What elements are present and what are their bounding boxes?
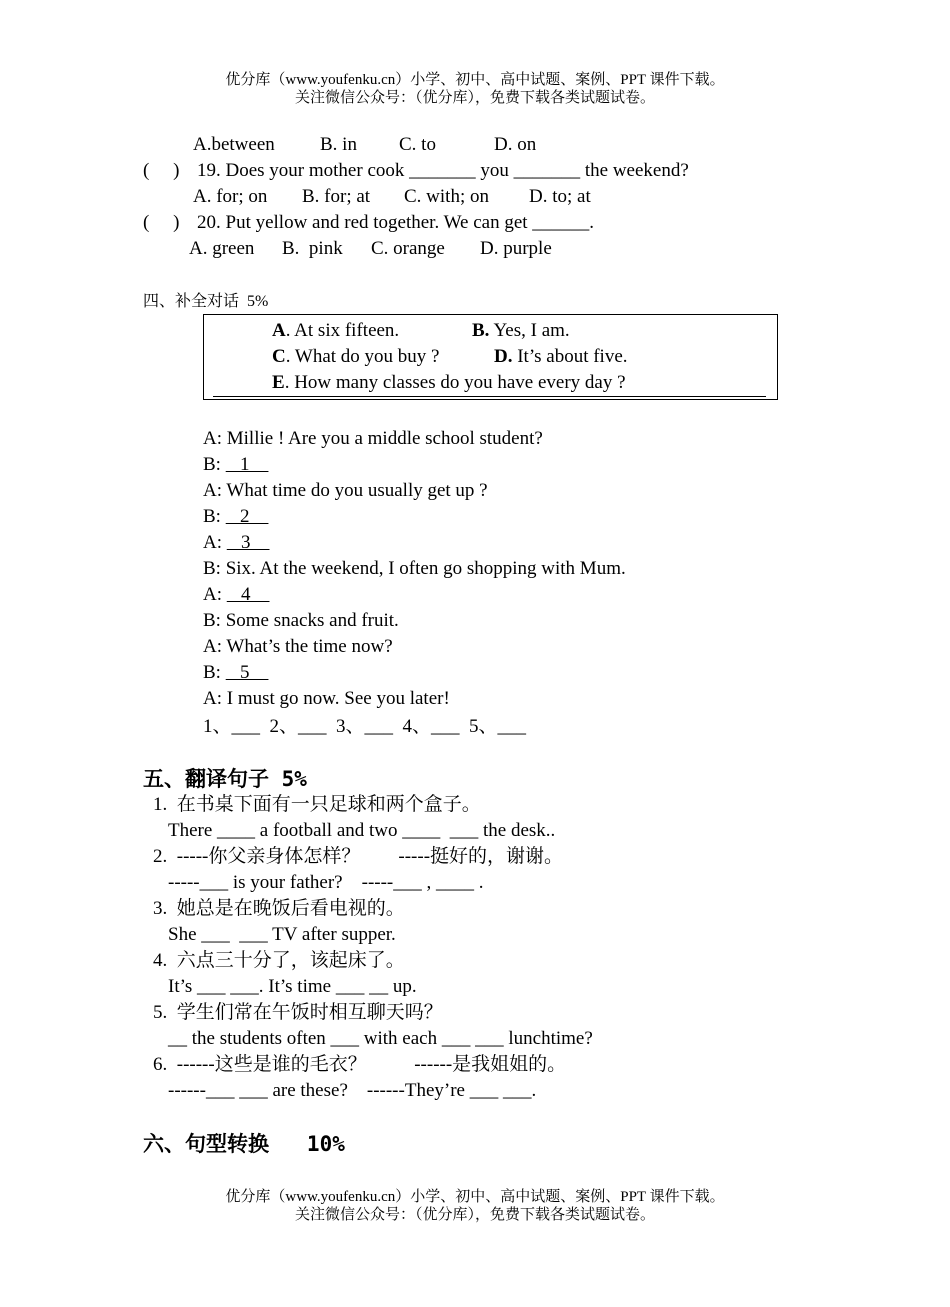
dialogue-speaker: A: [203, 636, 227, 657]
dialogue-line [203, 688, 450, 710]
dialogue-blank: 5 [225, 662, 269, 683]
translation-item-en: ------___ ___ are these? ------They’re ___ ___. [168, 1080, 537, 1101]
option-e-text: . How many classes do you have every day ? [284, 372, 626, 393]
translation-item-en: It’s ___ ___. It’s time ___ __ up. [168, 976, 417, 997]
q19-option-d: D. to; at [529, 186, 591, 207]
q18-option-b: B. in [320, 134, 357, 155]
dialogue-speaker: B: [203, 454, 226, 475]
dialogue-line [203, 662, 268, 684]
q19-option-a: A. for; on [193, 186, 268, 207]
options-box-inner-top-rule [213, 314, 766, 315]
option-c [272, 346, 439, 368]
option-a [272, 320, 399, 342]
q18-option-c: C. to [399, 134, 436, 155]
option-c-text: . What do you buy ? [285, 346, 440, 367]
option-a-key: A [272, 320, 286, 341]
q18-option-d: D. on [494, 134, 537, 155]
q19-option-c: C. with; on [404, 186, 489, 207]
header-line-1: 优分库（www.youfenku.cn）小学、初中、高中试题、案例、PPT 课件下载。 [225, 72, 725, 88]
translation-item-cn: 5. 学生们常在午饭时相互聊天吗？ [153, 1002, 443, 1023]
q20-option-b: B. pink [282, 238, 343, 259]
translation-item-cn: 4. 六点三十分了，该起床了。 [153, 950, 405, 971]
dialogue-speaker: B: [203, 610, 226, 631]
dialogue-line [203, 584, 270, 606]
q18-option-a: A.between [193, 134, 275, 155]
dialogue-text: Millie ! Are you a middle school student? [226, 428, 543, 449]
dialogue-speaker: B: [203, 558, 226, 579]
dialogue-speaker: A: [203, 584, 227, 605]
answer-blanks: 1、___ 2、___ 3、___ 4、___ 5、___ [203, 716, 527, 737]
q19-answer-paren: ( ) [143, 160, 180, 181]
q20-option-c: C. orange [371, 238, 445, 259]
dialogue-speaker: A: [203, 480, 227, 501]
section-4-title: 四、补全对话 5% [143, 293, 269, 310]
dialogue-line [203, 428, 543, 450]
translation-item-en: -----___ is your father? -----___ , ____ . [168, 872, 484, 893]
section-6-title: 六、句型转换 10% [143, 1132, 345, 1156]
dialogue-blank: 3 [226, 532, 270, 553]
option-c-key: C [272, 346, 286, 367]
options-box-inner-bottom-rule [213, 396, 766, 397]
option-b-key: B. [472, 320, 490, 341]
option-b [472, 320, 570, 342]
option-d-text: It’s about five. [512, 346, 628, 367]
option-b-text: Yes, I am. [489, 320, 570, 341]
dialogue-line [203, 532, 270, 554]
dialogue-line [203, 558, 626, 580]
dialogue-line [203, 506, 268, 528]
dialogue-line [203, 480, 488, 502]
dialogue-blank: 4 [226, 584, 270, 605]
option-d-key: D. [494, 346, 513, 367]
dialogue-speaker: A: [203, 688, 227, 709]
q20-question: 20. Put yellow and red together. We can get ______. [197, 212, 595, 233]
dialogue-text: I must go now. See you later! [226, 688, 450, 709]
dialogue-line [203, 610, 399, 632]
translation-item-cn: 6. ------这些是谁的毛衣？ ------是我姐姐的。 [153, 1054, 567, 1075]
translation-item-cn: 2. -----你父亲身体怎样？ -----挺好的，谢谢。 [153, 846, 564, 867]
translation-item-cn: 1. 在书桌下面有一只足球和两个盒子。 [153, 794, 481, 815]
q20-answer-paren: ( ) [143, 212, 180, 233]
translation-item-cn: 3. 她总是在晚饭后看电视的。 [153, 898, 405, 919]
footer-line-2: 关注微信公众号：（优分库），免费下载各类试题试卷。 [294, 1207, 655, 1223]
option-e-key: E [272, 372, 285, 393]
translation-item-en: __ the students often ___ with each ___ ___ lunchtime? [168, 1028, 593, 1049]
dialogue-speaker: A: [203, 428, 227, 449]
footer-line-1: 优分库（www.youfenku.cn）小学、初中、高中试题、案例、PPT 课件下载。 [225, 1189, 725, 1205]
dialogue-speaker: B: [203, 662, 226, 683]
option-e [272, 372, 626, 394]
option-a-text: . At six fifteen. [285, 320, 400, 341]
dialogue-text: Six. At the weekend, I often go shopping with Mum. [225, 558, 626, 579]
header-line-2: 关注微信公众号：（优分库），免费下载各类试题试卷。 [294, 90, 655, 106]
dialogue-speaker: A: [203, 532, 227, 553]
q20-option-d: D. purple [480, 238, 552, 259]
translation-item-en: She ___ ___ TV after supper. [168, 924, 396, 945]
dialogue-text: What’s the time now? [226, 636, 393, 657]
dialogue-line [203, 636, 393, 658]
dialogue-blank: 2 [225, 506, 269, 527]
dialogue-text: Some snacks and fruit. [225, 610, 399, 631]
q19-question: 19. Does your mother cook _______ you _______ the weekend? [197, 160, 689, 181]
section-5-title: 五、翻译句子 5% [143, 767, 307, 791]
q20-option-a: A. green [189, 238, 255, 259]
option-d [494, 346, 628, 368]
translation-item-en: There ____ a football and two ____ ___ the desk.. [168, 820, 556, 841]
dialogue-blank: 1 [225, 454, 269, 475]
q19-option-b: B. for; at [302, 186, 371, 207]
dialogue-speaker: B: [203, 506, 226, 527]
dialogue-line [203, 454, 268, 476]
dialogue-text: What time do you usually get up ? [226, 480, 488, 501]
